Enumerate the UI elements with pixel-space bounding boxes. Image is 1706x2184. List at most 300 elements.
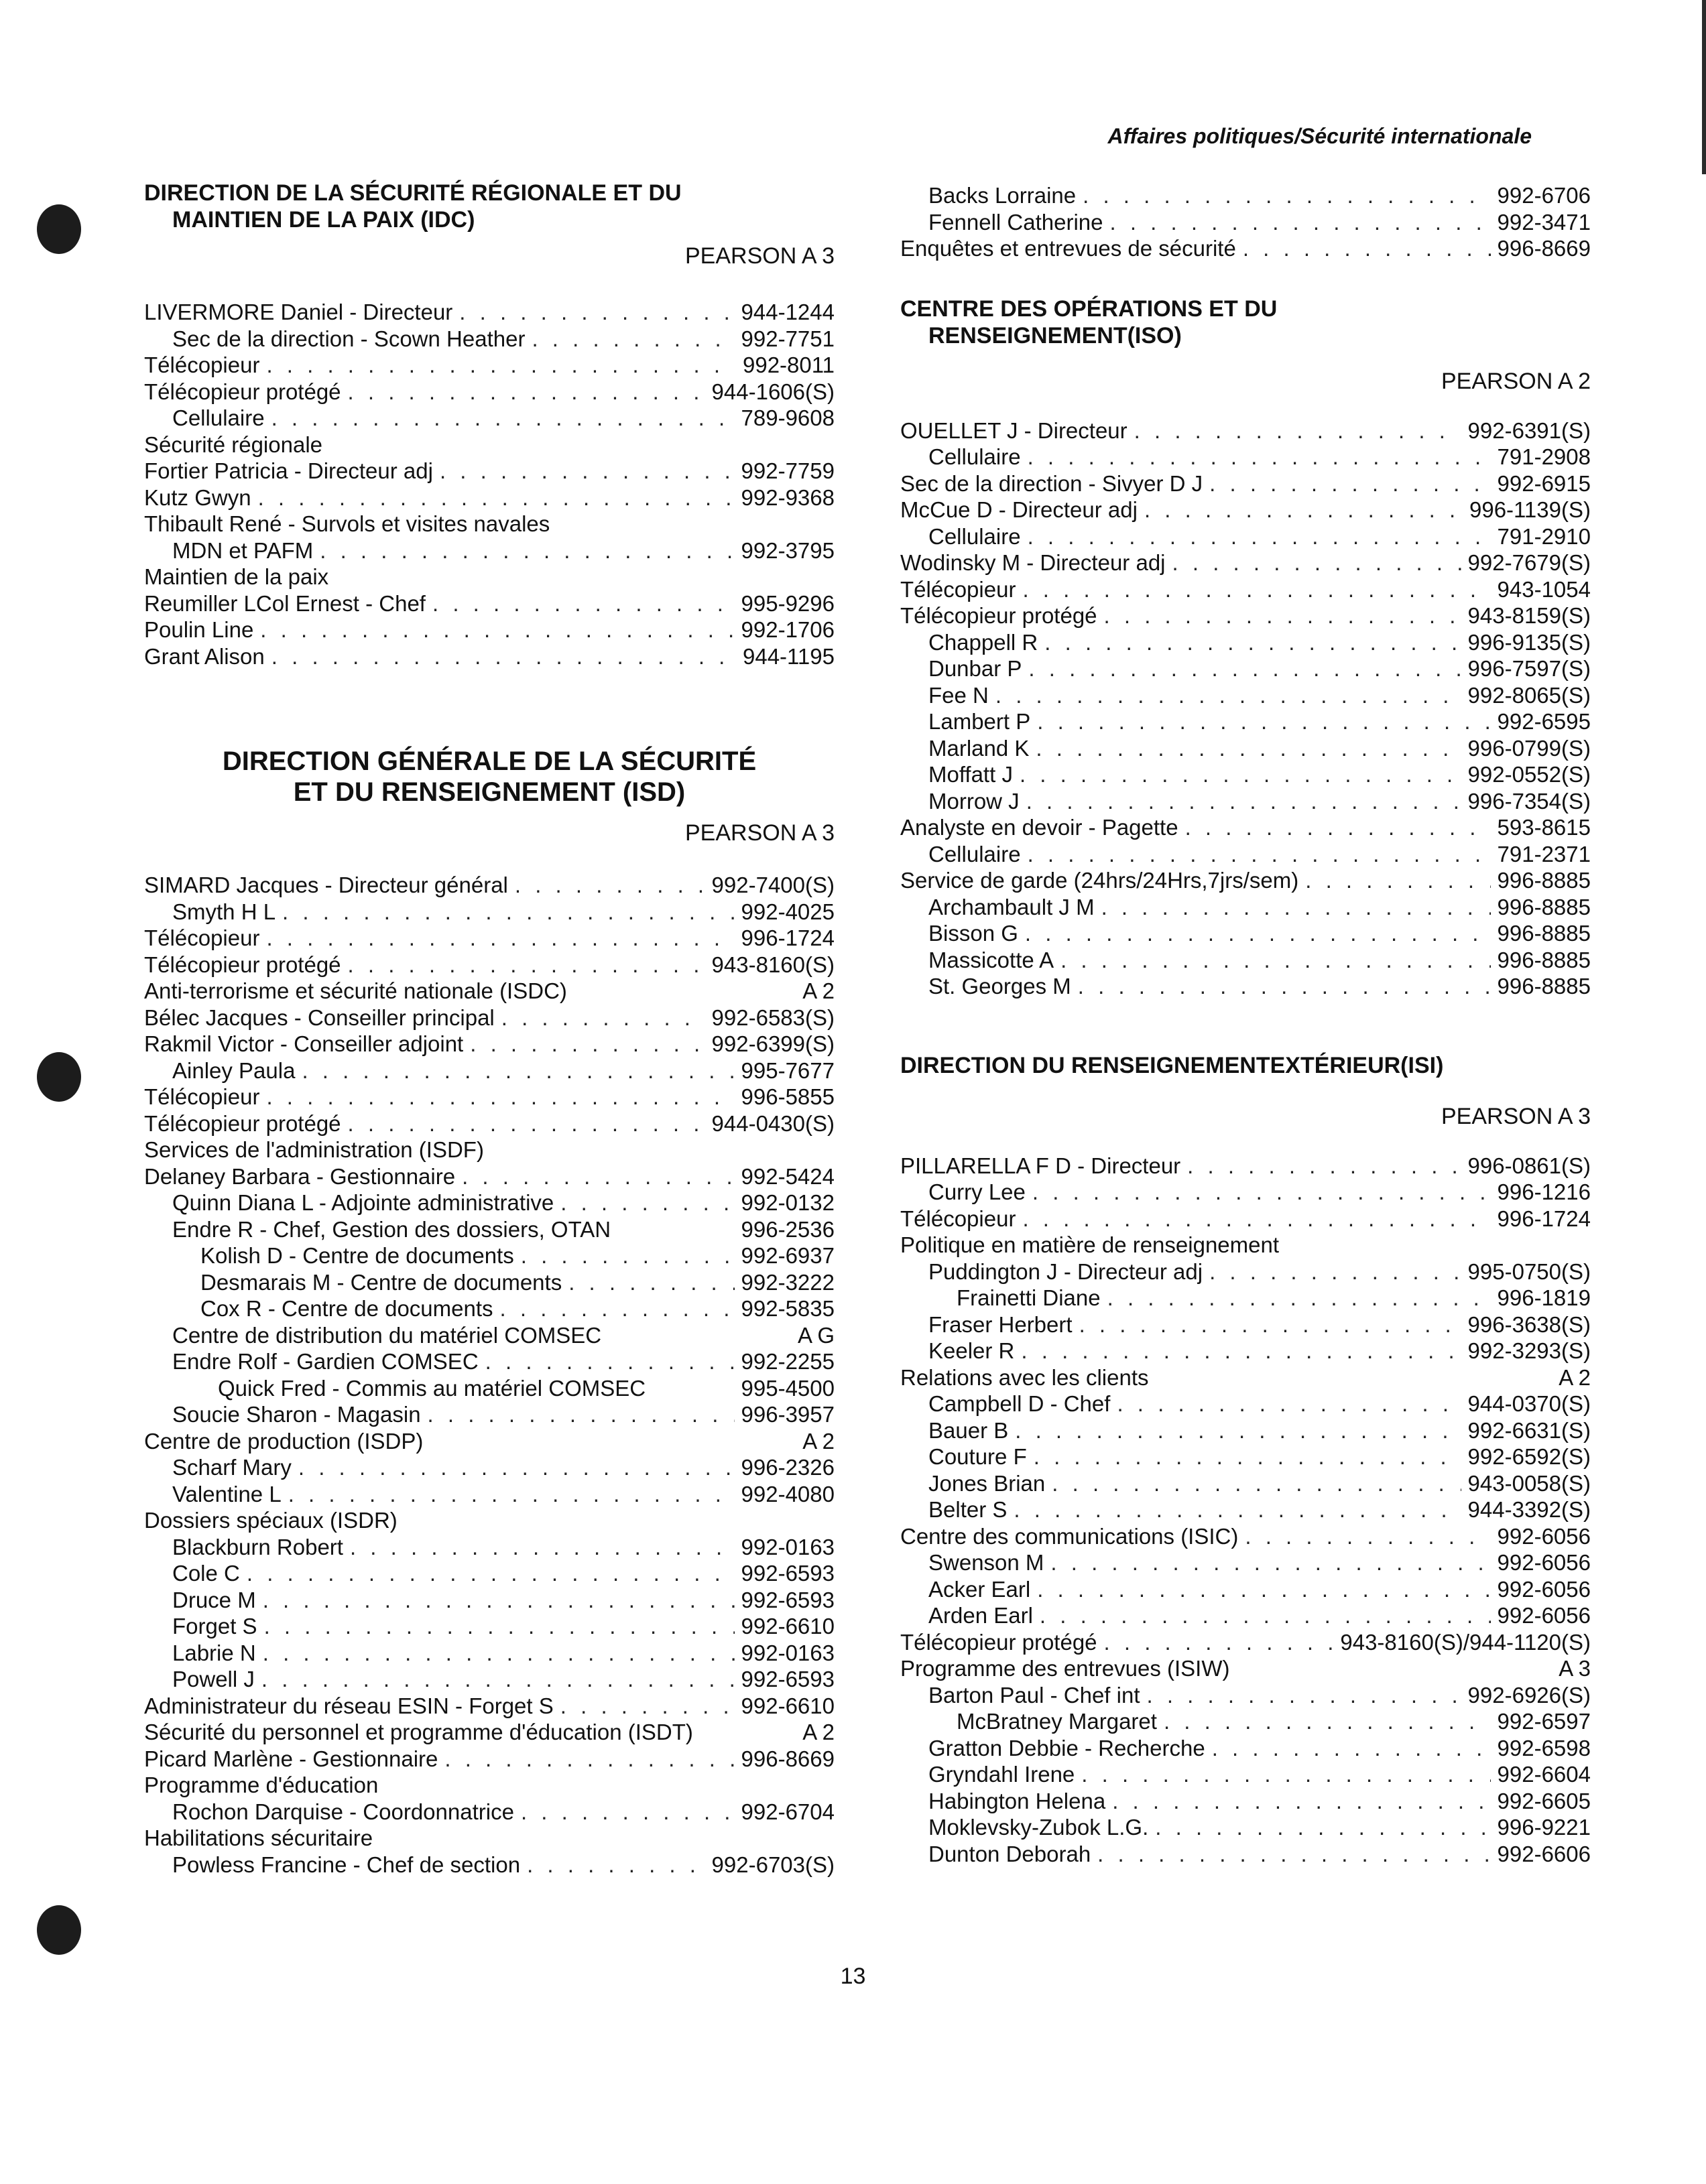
entry-name: Fennell Catherine [928,209,1103,235]
entry-name: Ainley Paula [172,1057,296,1083]
entry-phone: 996-8885 [1497,947,1591,972]
directory-entry [900,1735,1591,1762]
entry-phone: 996-7597(S) [1467,656,1591,681]
leader-dots [350,1534,735,1561]
leader-dots [1021,1338,1461,1364]
entry-name: Picard Marlène - Gestionnaire [144,1746,438,1771]
entry-phone: 996-1139(S) [1469,497,1591,522]
leader-dots [1040,1602,1491,1629]
entry-phone: A 2 [802,978,835,1003]
leader-dots [263,1640,735,1667]
entry-name: Sécurité régionale [144,432,322,457]
entry-phone: 996-1216 [1497,1179,1591,1204]
directory-entry [900,629,1591,656]
directory-entry [900,708,1591,735]
directory-entry [900,1841,1591,1868]
leader-dots [1028,841,1491,868]
directory-entry [900,182,1591,209]
entry-name: Arden Earl [928,1603,1033,1628]
directory-entry [900,788,1591,815]
entry-phone: 992-8011 [742,352,835,377]
entry-name: Delaney Barbara - Gestionnaire [144,1163,456,1189]
entry-name: Télécopieur protégé [144,1110,341,1136]
entry-phone: 996-1819 [1497,1285,1591,1310]
directory-entry [144,1322,835,1349]
binder-hole-top [37,204,81,254]
directory-entry [144,1057,835,1084]
entry-name: Kolish D - Centre de documents [200,1243,514,1268]
leader-dots [1083,182,1490,209]
leader-dots [1187,1153,1461,1179]
entry-phone: 992-6391(S) [1467,417,1591,443]
entry-name: Relations avec les clients [900,1364,1149,1390]
entry-phone: 944-1244 [741,300,835,324]
directory-list [144,299,835,669]
entry-name: Télécopieur [900,1206,1016,1231]
entry-name: Sec de la direction - Scown Heather [172,326,526,351]
leader-dots [501,1005,705,1031]
entry-phone: 992-3293(S) [1467,1338,1591,1363]
directory-list [900,182,1591,262]
entry-name: Télécopieur protégé [144,952,341,977]
directory-entry [900,1206,1591,1232]
entry-name: Dunton Deborah [928,1841,1091,1866]
directory-entry [144,1693,835,1720]
entry-name: Endre Rolf - Gardien COMSEC [172,1349,479,1374]
directory-entry [144,1242,835,1269]
leader-dots [485,1348,735,1375]
entry-phone: 992-6056 [1497,1576,1591,1602]
leader-dots [1014,1496,1461,1523]
entry-name: Habilitations sécuritaire [144,1825,373,1850]
leader-dots [1050,1549,1490,1576]
entry-phone: 992-5424 [741,1163,835,1189]
directory-entry [144,952,835,978]
entry-name: Cellulaire [928,523,1021,549]
leader-dots [515,872,705,899]
directory-entry [144,1640,835,1667]
leader-dots [470,1031,705,1057]
entry-name: Couture F [928,1444,1027,1469]
directory-entry [900,1496,1591,1523]
entry-name: Télécopieur protégé [900,603,1097,628]
entry-name: Télécopieur [144,925,260,950]
entry-name: Anti-terrorisme et sécurité nationale (ISDC) [144,978,567,1003]
entry-name: Gryndahl Irene [928,1762,1075,1787]
entry-name: Curry Lee [928,1179,1026,1204]
entry-name: Poulin Line [144,617,254,642]
leader-dots [1101,894,1491,921]
entry-name: Soucie Sharon - Magasin [172,1402,421,1427]
leader-dots [1245,1523,1490,1550]
entry-phone: 943-8160(S)/944-1120(S) [1340,1629,1591,1655]
entry-name: Programme d'éducation [144,1773,379,1797]
directory-entry [900,1417,1591,1444]
directory-entry [144,352,835,379]
entry-phone: 791-2908 [1497,444,1591,469]
directory-entry [144,379,835,405]
leader-dots [1028,523,1491,550]
entry-phone: 992-6937 [741,1243,835,1268]
entry-name: Wodinsky M - Directeur adj [900,550,1166,575]
directory-entry [900,1470,1591,1497]
entry-phone: 992-5835 [741,1296,835,1321]
entry-name: Blackburn Robert [172,1534,343,1559]
entry-phone: 992-6915 [1497,470,1591,496]
leader-dots [440,458,735,485]
entry-phone: 992-6056 [1497,1603,1591,1628]
entry-name: Cellulaire [928,841,1021,866]
entry-name: Dossiers spéciaux (ISDR) [144,1508,398,1533]
leader-dots [282,899,734,925]
entry-name: Service de garde (24hrs/24Hrs,7jrs/sem) [900,868,1299,893]
leader-dots [1243,235,1491,262]
leader-dots [1044,629,1461,656]
directory-entry [144,1852,835,1878]
directory-entry [144,925,835,952]
entry-phone: 992-6605 [1497,1788,1591,1813]
section-title-isd: DIRECTION GÉNÉRALE DE LA SÉCURITÉ ET DU RENSEIGNEMENT (ISD) [222,747,757,807]
entry-phone: 995-0750(S) [1467,1259,1591,1284]
entry-phone: 996-2326 [741,1455,835,1480]
directory-list [900,1153,1591,1868]
entry-name: Télécopieur protégé [144,379,341,404]
leader-dots [1104,602,1461,629]
entry-name: Sec de la direction - Sivyer D J [900,470,1203,496]
entry-phone: 996-8669 [741,1746,835,1771]
directory-entry [900,1602,1591,1629]
entry-name: St. Georges M [928,974,1071,999]
entry-phone: 992-8065(S) [1467,682,1591,708]
entry-name: Bisson G [928,921,1018,946]
directory-entry [900,470,1591,497]
entry-name: Dunbar P [928,656,1022,681]
entry-name: Politique en matière de renseignement [900,1232,1280,1257]
entry-name: Fortier Patricia - Directeur adj [144,458,433,483]
directory-entry [144,485,835,511]
leader-dots [1134,417,1461,444]
directory-entry [144,1190,835,1216]
directory-entry [144,1216,835,1243]
section-title-isi: DIRECTION DU RENSEIGNEMENTEXTÉRIEUR(ISI) [900,1052,1444,1078]
leader-dots [1032,1179,1491,1206]
entry-name: Télécopieur [144,352,260,377]
leader-dots [260,617,734,643]
leader-dots [1052,1470,1461,1497]
entry-name: Cole C [172,1561,240,1586]
directory-entry [900,1153,1591,1179]
entry-name: Powless Francine - Chef de section [172,1852,521,1877]
directory-entry [900,894,1591,921]
entry-phone: 995-4500 [741,1375,835,1401]
entry-phone: 996-0799(S) [1467,735,1591,761]
entry-name: Cox R - Centre de documents [200,1296,493,1321]
entry-phone: 992-6703(S) [711,1852,835,1877]
entry-phone: 992-7400(S) [711,873,835,897]
directory-entry [900,1814,1591,1841]
entry-phone: 992-6593 [741,1587,835,1612]
entry-phone: 992-6056 [1497,1523,1591,1549]
leader-dots [1172,550,1461,576]
entry-phone: 996-8885 [1497,894,1591,919]
leader-dots [1078,973,1491,1000]
directory-entry [900,444,1591,470]
entry-name: Smyth H L [172,899,276,924]
entry-phone: 992-6593 [741,1561,835,1586]
leader-dots [1022,576,1490,603]
entry-phone: 943-8160(S) [711,952,835,977]
leader-dots [1025,920,1491,947]
entry-name: Fraser Herbert [928,1311,1073,1337]
directory-entry [144,1401,835,1428]
leader-dots [1104,1629,1334,1656]
directory-entry [144,405,835,432]
entry-name: Desmarais M - Centre de documents [200,1269,562,1295]
entry-phone: 992-0552(S) [1467,762,1591,787]
directory-entry [900,497,1591,523]
directory-entry [144,1799,835,1825]
directory-entry [900,1788,1591,1815]
section-title-idc: DIRECTION DE LA SÉCURITÉ RÉGIONALE ET DU MAINTIEN DE LA PAIX (IDC) [144,180,682,233]
entry-phone: 996-7354(S) [1467,788,1591,814]
location-label: PEARSON A 2 [1441,368,1591,394]
entry-name: Télécopieur protégé [900,1629,1097,1655]
entry-phone: 992-6056 [1497,1550,1591,1575]
entry-name: Télécopieur [900,576,1016,602]
leader-dots [1028,444,1491,470]
entry-name: Reumiller LCol Ernest - Chef [144,590,426,616]
entry-phone: 992-6631(S) [1467,1417,1591,1443]
entry-phone: 996-3638(S) [1467,1311,1591,1337]
entry-phone: 992-9368 [741,485,835,510]
entry-phone: 992-4025 [741,899,835,924]
leader-dots [1020,761,1461,788]
entry-phone: 996-5855 [741,1084,835,1109]
directory-entry [900,235,1591,262]
entry-phone: 992-6606 [1497,1841,1591,1866]
directory-entry [144,643,835,670]
leader-dots [1015,1417,1461,1444]
entry-name: Forget S [172,1614,257,1639]
leader-dots [266,1084,734,1110]
entry-phone: 944-1195 [742,643,835,669]
leader-dots [258,485,735,511]
entry-name: Télécopieur [144,1084,260,1109]
leader-dots [444,1746,734,1773]
directory-entry [900,1285,1591,1311]
entry-phone: 593-8615 [1497,815,1591,840]
directory-entry [144,537,835,564]
entry-name: Centre de distribution du matériel COMSEC [172,1322,602,1348]
entry-name: Habington Helena [928,1788,1106,1813]
entry-phone: 944-1606(S) [711,379,835,404]
directory-entry [144,1137,835,1163]
entry-phone: 992-6597 [1497,1709,1591,1734]
leader-dots [1026,788,1461,815]
directory-entry [144,511,835,537]
entry-phone: 943-0058(S) [1467,1470,1591,1496]
entry-phone: 992-0163 [741,1640,835,1665]
directory-entry [144,1005,835,1031]
leader-dots [261,1666,735,1693]
leader-dots [263,1587,735,1614]
entry-name: Quinn Diana L - Adjointe administrative [172,1190,554,1215]
entry-phone: 992-6593 [741,1667,835,1691]
leader-dots [428,1401,735,1428]
entry-phone: 996-2536 [741,1216,835,1242]
scan-edge [1702,0,1706,174]
directory-list [144,872,835,1878]
directory-entry [900,947,1591,974]
leader-dots [568,1269,734,1296]
entry-name: Programme des entrevues (ISIW) [900,1656,1230,1681]
directory-entry [900,1523,1591,1550]
directory-entry [900,841,1591,868]
entry-name: Labrie N [172,1640,256,1665]
entry-name: Bélec Jacques - Conseiller principal [144,1005,495,1030]
directory-entry [144,1772,835,1799]
entry-phone: 992-4080 [741,1481,835,1506]
entry-name: SIMARD Jacques - Directeur général [144,873,508,897]
directory-entry [144,1163,835,1190]
leader-dots [1110,209,1491,236]
directory-entry [144,1719,835,1746]
directory-entry [900,920,1591,947]
entry-name: Grant Alison [144,643,265,669]
entry-name: Valentine L [172,1481,282,1506]
left-column [144,180,835,1878]
entry-name: Endre R - Chef, Gestion des dossiers, OTAN [172,1216,611,1242]
leader-dots [1164,1708,1491,1735]
entry-name: Belter S [928,1497,1008,1522]
directory-entry [144,458,835,485]
directory-entry [900,1629,1591,1656]
entry-phone: 992-1706 [741,617,835,642]
leader-dots [288,1481,735,1508]
entry-phone: A 2 [802,1428,835,1454]
entry-phone: 992-2255 [741,1349,835,1374]
leader-dots [1097,1841,1490,1868]
location-label: PEARSON A 3 [1441,1103,1591,1129]
leader-dots [298,1454,735,1481]
entry-phone: 995-7677 [741,1057,835,1083]
leader-dots [560,1190,734,1216]
entry-phone: 992-6595 [1497,709,1591,734]
right-column [900,182,1591,1867]
leader-dots [459,299,734,326]
directory-entry [144,1613,835,1640]
directory-entry [144,590,835,617]
leader-dots [348,952,705,978]
entry-phone: 995-9296 [741,590,835,616]
directory-entry [900,417,1591,444]
directory-entry [900,867,1591,894]
leader-dots [264,1613,735,1640]
entry-name: PILLARELLA F D - Directeur [900,1153,1181,1178]
directory-entry [144,1269,835,1296]
leader-dots [1060,947,1490,974]
directory-entry [144,1560,835,1587]
leader-dots [1022,1206,1490,1232]
directory-entry [900,1549,1591,1576]
entry-phone: 996-9135(S) [1467,629,1591,655]
leader-dots [247,1560,735,1587]
entry-phone: 996-1724 [741,925,835,950]
leader-dots [1209,1259,1461,1285]
entry-phone: 992-6926(S) [1467,1682,1591,1708]
directory-entry [144,1110,835,1137]
entry-name: Frainetti Diane [957,1285,1101,1310]
entry-phone: 943-1054 [1497,576,1591,602]
leader-dots [1209,470,1490,497]
entry-name: McCue D - Directeur adj [900,497,1138,522]
entry-name: Powell J [172,1667,255,1691]
directory-entry [144,1348,835,1375]
leader-dots [1155,1814,1490,1841]
entry-phone: 996-8885 [1497,921,1591,946]
entry-name: Sécurité du personnel et programme d'éducation (ISDT) [144,1720,693,1744]
entry-name: Moklevsky-Zubok L.G. [928,1815,1149,1840]
entry-phone: 944-0430(S) [711,1110,835,1136]
directory-entry [900,761,1591,788]
entry-name: Backs Lorraine [928,183,1077,208]
leader-dots [532,326,734,352]
directory-entry [900,1576,1591,1603]
entry-name: Marland K [928,735,1030,761]
leader-dots [432,590,735,617]
directory-entry [144,1454,835,1481]
entry-name: Puddington J - Directeur adj [928,1259,1203,1284]
entry-phone: 992-6583(S) [711,1005,835,1030]
directory-entry [900,1364,1591,1391]
leader-dots [1037,708,1490,735]
entry-name: Enquêtes et entrevues de sécurité [900,236,1236,261]
entry-name: McBratney Margaret [957,1709,1157,1734]
entry-phone: 992-7759 [741,458,835,483]
leader-dots [1185,814,1491,841]
leader-dots [271,643,736,670]
directory-entry [900,576,1591,603]
leader-dots [1147,1682,1461,1709]
entry-name: Quick Fred - Commis au matériel COMSEC [218,1375,646,1401]
entry-name: Massicotte A [928,947,1054,972]
entry-name: Jones Brian [928,1470,1046,1496]
entry-name: Cellulaire [172,405,265,430]
entry-name: Thibault René - Survols et visites navales [144,511,550,536]
leader-dots [521,1799,735,1825]
entry-phone: A 2 [1559,1364,1591,1390]
entry-phone: 791-2910 [1497,523,1591,549]
leader-dots [348,1110,705,1137]
directory-entry [900,1443,1591,1470]
directory-entry [900,523,1591,550]
directory-entry [144,1534,835,1561]
directory-entry [900,682,1591,709]
leader-dots [521,1242,735,1269]
directory-entry [900,1232,1591,1259]
entry-phone: 992-6704 [741,1799,835,1824]
leader-dots [462,1163,734,1190]
leader-dots [1117,1391,1461,1417]
entry-name: Barton Paul - Chef int [928,1682,1140,1708]
directory-entry [144,564,835,590]
leader-dots [527,1852,705,1878]
leader-dots [1037,1576,1490,1603]
entry-name: Cellulaire [928,444,1021,469]
entry-phone: 944-3392(S) [1467,1497,1591,1522]
directory-entry [144,1746,835,1773]
entry-name: Rochon Darquise - Coordonnatrice [172,1799,514,1824]
